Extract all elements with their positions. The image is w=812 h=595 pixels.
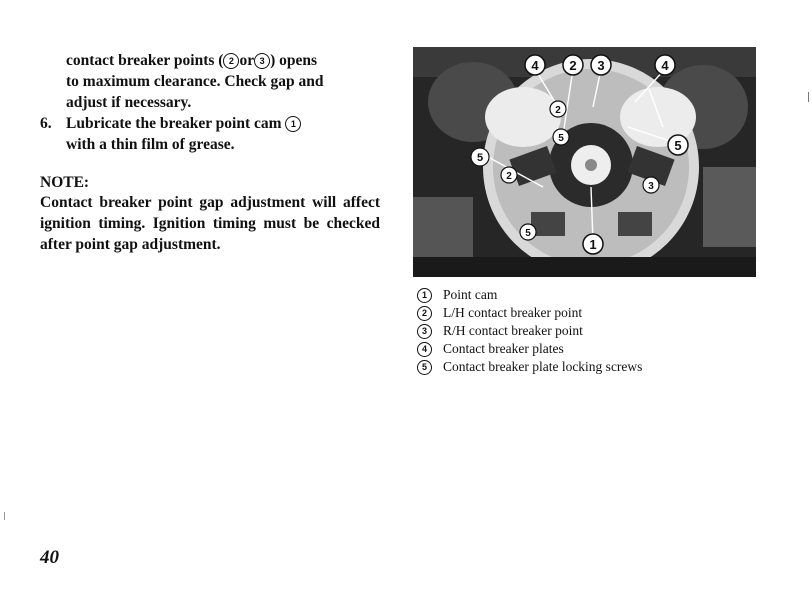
margin-mark: [808, 92, 809, 102]
caption-text: L/H contact breaker point: [443, 305, 583, 320]
photo-label: 3: [597, 58, 605, 73]
photo-label: 3: [648, 181, 654, 192]
ref-marker-3: 3: [254, 53, 270, 69]
caption-text: Contact breaker plates: [443, 341, 564, 356]
text-line: adjust if necessary.: [66, 94, 192, 111]
ref-marker-1: 1: [285, 116, 301, 132]
photo-illustration: [413, 47, 756, 277]
main-text-column: [40, 50, 380, 255]
text-fragment: or: [239, 52, 255, 69]
text-fragment: Lubricate the breaker point cam: [66, 115, 282, 132]
caption-item: [417, 304, 797, 322]
photo-label: 1: [589, 237, 597, 252]
photo-label: 5: [525, 228, 531, 239]
text-line: with a thin film of grease.: [66, 136, 235, 153]
caption-text: Contact breaker plate locking screws: [443, 359, 643, 374]
margin-mark: [4, 512, 5, 520]
caption-item: [417, 286, 797, 304]
photo-label: 5: [674, 138, 682, 153]
note-heading: NOTE:: [40, 174, 90, 191]
photo-label: 5: [558, 133, 564, 144]
caption-number: 4: [417, 342, 432, 357]
caption-number: 1: [417, 288, 432, 303]
photo-label: 4: [661, 58, 669, 73]
photo-label: 5: [476, 152, 484, 164]
photo-label: 2: [569, 58, 577, 73]
ref-marker-2: 2: [223, 53, 239, 69]
breaker-points-photo: [413, 47, 756, 277]
caption-text: Point cam: [443, 287, 498, 302]
figure-captions: [417, 286, 797, 376]
caption-number: 5: [417, 360, 432, 375]
caption-number: 2: [417, 306, 432, 321]
text-fragment: contact breaker points (: [66, 52, 224, 69]
caption-item: [417, 322, 797, 340]
photo-label: 4: [531, 58, 539, 73]
caption-item: [417, 340, 797, 358]
caption-item: [417, 358, 797, 376]
caption-text: R/H contact breaker point: [443, 323, 583, 338]
note-body: Contact breaker point gap adjustment will affect ignition timing. Ignition timing must be checked after point gap adjustment.: [40, 194, 380, 253]
photo-label: 2: [506, 171, 512, 182]
continued-paragraph: [40, 50, 380, 113]
step-number: 6.: [40, 115, 52, 132]
page-number: 40: [40, 547, 59, 568]
photo-label: 2: [555, 105, 561, 116]
text-fragment: ) opens: [270, 52, 318, 69]
step-6: [40, 113, 380, 155]
caption-number: 3: [417, 324, 432, 339]
text-line: to maximum clearance. Check gap and: [66, 73, 324, 90]
